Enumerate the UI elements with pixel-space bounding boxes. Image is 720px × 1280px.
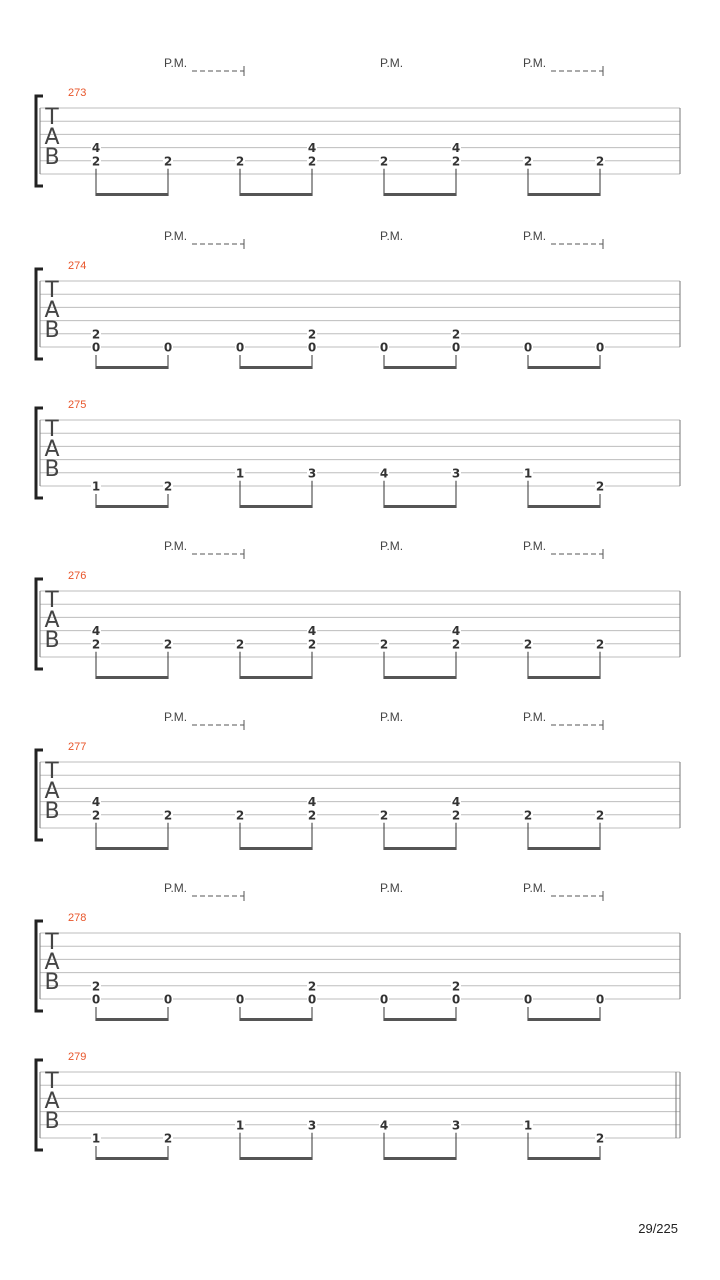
fret-number: 0 <box>163 992 173 1007</box>
fret-number: 2 <box>523 154 533 169</box>
fret-number: 0 <box>91 992 101 1007</box>
fret-number: 2 <box>163 637 173 652</box>
palm-mute-label: P.M. <box>380 539 404 553</box>
fret-number: 1 <box>235 466 245 481</box>
palm-mute-label: P.M. <box>164 710 188 724</box>
tab-clef-letter: B <box>44 628 60 653</box>
note-beam <box>240 676 312 679</box>
fret-number: 2 <box>307 808 317 823</box>
note-beam <box>528 847 600 850</box>
fret-number: 0 <box>235 992 245 1007</box>
tab-clef-letter: A <box>44 950 60 975</box>
fret-number: 2 <box>307 327 317 342</box>
fret-number: 2 <box>307 154 317 169</box>
fret-number: 2 <box>523 808 533 823</box>
tab-clef-letter: A <box>44 608 60 633</box>
tab-clef-letter: T <box>45 417 59 442</box>
fret-number: 2 <box>163 808 173 823</box>
fret-number: 2 <box>91 327 101 342</box>
tab-clef-letter: A <box>44 125 60 150</box>
fret-number: 4 <box>307 141 317 156</box>
fret-number: 2 <box>235 637 245 652</box>
fret-number: 2 <box>91 979 101 994</box>
palm-mute-label: P.M. <box>380 229 404 243</box>
note-beam <box>384 1018 456 1021</box>
fret-number: 0 <box>307 992 317 1007</box>
fret-number: 2 <box>307 979 317 994</box>
fret-number: 4 <box>307 795 317 810</box>
note-beam <box>96 505 168 508</box>
fret-number: 0 <box>379 992 389 1007</box>
fret-number: 4 <box>379 466 389 481</box>
measure-number: 273 <box>68 87 87 99</box>
measure-number: 277 <box>68 741 87 753</box>
fret-number: 2 <box>451 637 461 652</box>
fret-number: 2 <box>91 808 101 823</box>
note-beam <box>384 1157 456 1160</box>
fret-number: 2 <box>595 808 605 823</box>
fret-number: 2 <box>451 327 461 342</box>
palm-mute-label: P.M. <box>380 881 404 895</box>
fret-number: 4 <box>451 795 461 810</box>
fret-number: 0 <box>451 992 461 1007</box>
palm-mute-label: P.M. <box>164 56 188 70</box>
note-beam <box>528 193 600 196</box>
tab-clef-letter: T <box>45 105 59 130</box>
tab-clef-letter: T <box>45 588 59 613</box>
tab-clef-letter: B <box>44 457 60 482</box>
note-beam <box>240 847 312 850</box>
note-beam <box>384 676 456 679</box>
measure-number: 279 <box>68 1051 87 1063</box>
fret-number: 1 <box>91 1131 101 1146</box>
fret-number: 4 <box>91 141 101 156</box>
palm-mute-label: P.M. <box>380 710 404 724</box>
note-beam <box>528 676 600 679</box>
fret-number: 0 <box>595 992 605 1007</box>
fret-number: 2 <box>379 637 389 652</box>
fret-number: 2 <box>163 1131 173 1146</box>
note-beam <box>96 1157 168 1160</box>
palm-mute-label: P.M. <box>523 881 547 895</box>
fret-number: 2 <box>451 808 461 823</box>
fret-number: 1 <box>523 466 533 481</box>
fret-number: 2 <box>379 808 389 823</box>
fret-number: 2 <box>379 154 389 169</box>
note-beam <box>96 193 168 196</box>
tab-clef-letter: A <box>44 1089 60 1114</box>
tab-clef-letter: B <box>44 970 60 995</box>
fret-number: 0 <box>235 340 245 355</box>
measure-number: 274 <box>68 260 87 272</box>
fret-number: 3 <box>451 1118 461 1133</box>
note-beam <box>528 1157 600 1160</box>
fret-number: 0 <box>595 340 605 355</box>
fret-number: 4 <box>379 1118 389 1133</box>
note-beam <box>96 847 168 850</box>
fret-number: 0 <box>379 340 389 355</box>
fret-number: 0 <box>91 340 101 355</box>
tab-clef-letter: A <box>44 437 60 462</box>
note-beam <box>96 676 168 679</box>
tab-clef-letter: B <box>44 145 60 170</box>
fret-number: 0 <box>523 992 533 1007</box>
fret-number: 1 <box>235 1118 245 1133</box>
fret-number: 0 <box>163 340 173 355</box>
note-beam <box>240 1157 312 1160</box>
fret-number: 2 <box>451 979 461 994</box>
fret-number: 3 <box>451 466 461 481</box>
tab-clef-letter: B <box>44 318 60 343</box>
note-beam <box>528 366 600 369</box>
fret-number: 1 <box>91 479 101 494</box>
tab-clef-letter: A <box>44 298 60 323</box>
fret-number: 0 <box>523 340 533 355</box>
palm-mute-label: P.M. <box>523 56 547 70</box>
note-beam <box>96 366 168 369</box>
note-beam <box>240 505 312 508</box>
palm-mute-label: P.M. <box>380 56 404 70</box>
note-beam <box>528 1018 600 1021</box>
tab-clef-letter: B <box>44 1109 60 1134</box>
tab-clef-letter: T <box>45 930 59 955</box>
fret-number: 4 <box>91 795 101 810</box>
note-beam <box>96 1018 168 1021</box>
note-beam <box>240 366 312 369</box>
tab-clef-letter: T <box>45 1069 59 1094</box>
fret-number: 2 <box>235 154 245 169</box>
note-beam <box>384 193 456 196</box>
measure-number: 276 <box>68 570 87 582</box>
note-beam <box>384 505 456 508</box>
tab-clef-letter: T <box>45 759 59 784</box>
tab-clef-letter: T <box>45 278 59 303</box>
fret-number: 2 <box>307 637 317 652</box>
note-beam <box>240 1018 312 1021</box>
tab-clef-letter: B <box>44 799 60 824</box>
fret-number: 2 <box>163 154 173 169</box>
fret-number: 4 <box>91 624 101 639</box>
note-beam <box>384 847 456 850</box>
note-beam <box>240 193 312 196</box>
palm-mute-label: P.M. <box>164 881 188 895</box>
fret-number: 3 <box>307 1118 317 1133</box>
fret-number: 2 <box>523 637 533 652</box>
tab-clef-letter: A <box>44 779 60 804</box>
fret-number: 0 <box>451 340 461 355</box>
palm-mute-label: P.M. <box>164 539 188 553</box>
fret-number: 2 <box>595 637 605 652</box>
fret-number: 2 <box>163 479 173 494</box>
measure-number: 278 <box>68 912 87 924</box>
note-beam <box>528 505 600 508</box>
measure-number: 275 <box>68 399 87 411</box>
page-counter: 29/225 <box>638 1221 678 1236</box>
note-beam <box>384 366 456 369</box>
palm-mute-label: P.M. <box>164 229 188 243</box>
fret-number: 2 <box>91 154 101 169</box>
fret-number: 4 <box>451 141 461 156</box>
fret-number: 0 <box>307 340 317 355</box>
fret-number: 2 <box>595 479 605 494</box>
palm-mute-label: P.M. <box>523 710 547 724</box>
fret-number: 2 <box>595 154 605 169</box>
palm-mute-label: P.M. <box>523 229 547 243</box>
fret-number: 3 <box>307 466 317 481</box>
fret-number: 1 <box>523 1118 533 1133</box>
fret-number: 4 <box>451 624 461 639</box>
fret-number: 2 <box>91 637 101 652</box>
fret-number: 2 <box>451 154 461 169</box>
fret-number: 2 <box>595 1131 605 1146</box>
fret-number: 4 <box>307 624 317 639</box>
fret-number: 2 <box>235 808 245 823</box>
palm-mute-label: P.M. <box>523 539 547 553</box>
